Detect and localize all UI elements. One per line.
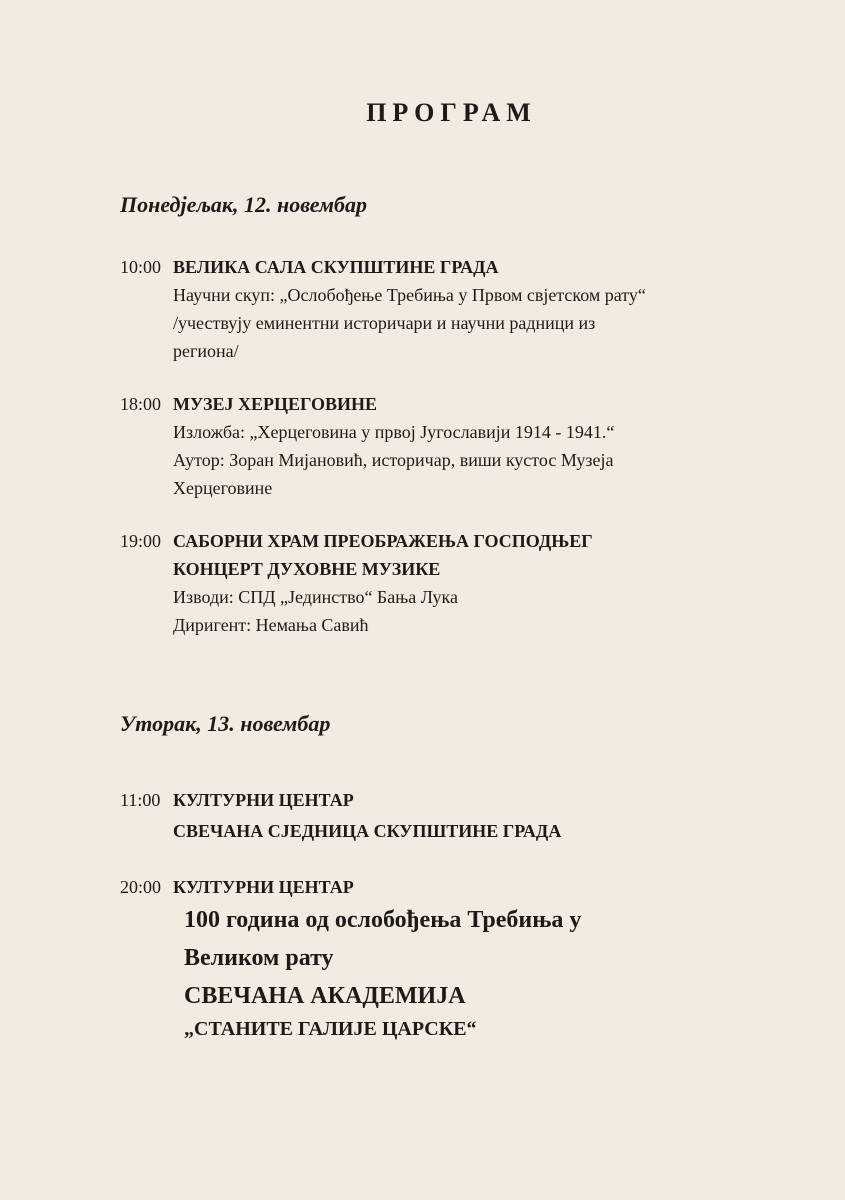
event-detail: Диригент: Немања Савић: [173, 615, 369, 635]
event-detail: Аутор: Зоран Мијановић, историчар, виши кустос Музеја: [173, 450, 614, 470]
event-detail: Изводи: СПД „Јединство“ Бања Лука: [173, 587, 458, 607]
event-venue: САБОРНИ ХРАМ ПРЕОБРАЖЕЊА ГОСПОДЊЕГ: [173, 531, 593, 551]
event-subtitle: СВЕЧАНА СЈЕДНИЦА СКУПШТИНЕ ГРАДА: [173, 821, 562, 841]
event-detail: региона/: [173, 341, 239, 361]
event-1900: [120, 527, 810, 639]
academy-heading: СВЕЧАНА АКАДЕМИЈА: [184, 983, 466, 1009]
event-detail: Научни скуп: „Ослобођење Требиња у Првом свјетском рату“: [173, 285, 646, 305]
academy-quote: „СТАНИТЕ ГАЛИЈЕ ЦАРСКЕ“: [184, 1018, 477, 1040]
event-venue: МУЗЕЈ ХЕРЦЕГОВИНЕ: [173, 394, 377, 414]
event-time: 19:00: [120, 531, 162, 551]
event-2000: [120, 873, 810, 1043]
academy-title-line: 100 година од ослобођења Требиња у: [184, 907, 582, 933]
event-venue: ВЕЛИКА САЛА СКУПШТИНЕ ГРАДА: [173, 257, 499, 277]
event-venue: КУЛТУРНИ ЦЕНТАР: [173, 790, 354, 810]
event-time: 11:00: [120, 790, 161, 810]
event-time: 10:00: [120, 257, 162, 277]
event-1000: [120, 253, 810, 365]
event-time: 18:00: [120, 394, 162, 414]
day-heading-monday: Понедјељак, 12. новембар: [120, 192, 368, 217]
page-title: ПРОГРАМ: [366, 98, 537, 127]
day-heading-tuesday: Уторак, 13. новембар: [120, 711, 331, 736]
event-detail: Херцеговине: [173, 478, 273, 498]
event-1100: [120, 786, 810, 845]
academy-title-line: Великом рату: [184, 945, 334, 971]
event-1800: [120, 390, 810, 502]
event-subtitle: КОНЦЕРТ ДУХОВНЕ МУЗИКЕ: [173, 559, 441, 579]
event-time: 20:00: [120, 877, 162, 897]
event-detail: /учествују еминентни историчари и научни радници из: [173, 313, 596, 333]
event-venue: КУЛТУРНИ ЦЕНТАР: [173, 877, 354, 897]
event-detail: Изложба: „Херцеговина у првој Југославији 1914 - 1941.“: [173, 422, 615, 442]
